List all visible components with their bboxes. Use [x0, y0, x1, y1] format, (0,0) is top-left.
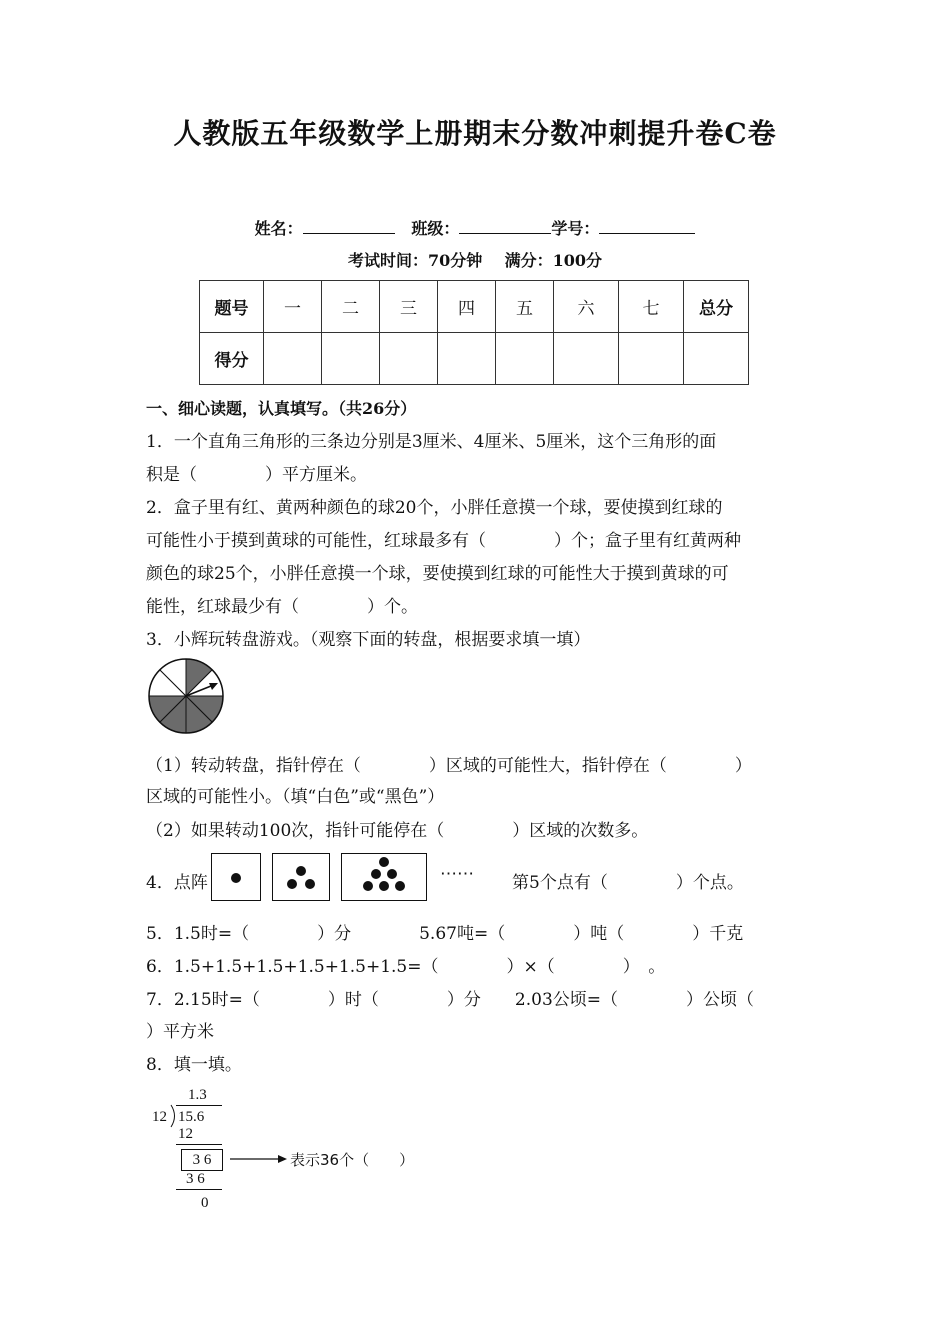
dot	[379, 881, 389, 891]
dot	[296, 866, 306, 876]
dot	[387, 869, 397, 879]
header-cell: 五	[496, 281, 554, 333]
score-cell[interactable]	[554, 333, 619, 385]
q3-sub1-line1: （1）转动转盘，指针停在（ ）区域的可能性大，指针停在（ ）	[146, 756, 752, 776]
division-bar	[176, 1105, 222, 1106]
page-title: 人教版五年级数学上册期末分数冲刺提升卷C卷	[173, 117, 777, 150]
q5: 5．1.5时=（ ）分 5.67吨=（ ）吨（ ）千克	[146, 924, 744, 944]
subtract-2: 3 6	[186, 1171, 205, 1187]
score-cell[interactable]	[496, 333, 554, 385]
q7-line1: 7．2.15时=（ ）时（ ）分 2.03公顷=（ ）公顷（	[146, 990, 755, 1010]
dot	[379, 857, 389, 867]
q7-line2: ）平方米	[146, 1022, 214, 1042]
arrow-icon	[230, 1153, 288, 1165]
header-cell: 题号	[200, 281, 264, 333]
q1-line1: 1．一个直角三角形的三条边分别是3厘米、4厘米、5厘米，这个三角形的面	[146, 432, 717, 452]
q2-line2: 可能性小于摸到黄球的可能性，红球最多有（ ）个；盒子里有红黄两种	[146, 531, 741, 551]
q2-line3: 颜色的球25个，小胖任意摸一个球，要使摸到红球的可能性大于摸到黄球的可	[146, 564, 729, 584]
full-score: 满分：100分	[504, 251, 602, 270]
name-blank[interactable]	[303, 219, 395, 234]
final-remainder: 0	[201, 1195, 209, 1211]
long-division-figure	[150, 1082, 430, 1217]
exam-time: 考试时间：70分钟	[348, 251, 483, 270]
score-cell[interactable]	[619, 333, 684, 385]
q3-sub2: （2）如果转动100次，指针可能停在（ ）区域的次数多。	[146, 821, 649, 841]
dot-array-1	[211, 853, 261, 901]
subtract-line-2	[176, 1189, 222, 1190]
q2-line4: 能性，红球最少有（ ）个。	[146, 597, 418, 617]
score-cell[interactable]	[322, 333, 380, 385]
header-cell: 六	[554, 281, 619, 333]
q4-ellipsis: ⋯⋯	[440, 864, 474, 884]
dot	[305, 879, 315, 889]
header-cell: 二	[322, 281, 380, 333]
q6: 6．1.5+1.5+1.5+1.5+1.5+1.5=（ ）×（ ） 。	[146, 957, 666, 977]
score-row-label: 得分	[200, 333, 264, 385]
score-table	[199, 280, 749, 385]
dividend: 15.6	[178, 1109, 205, 1125]
header-cell: 总分	[684, 281, 749, 333]
id-blank[interactable]	[599, 219, 695, 234]
exam-info-row	[0, 248, 950, 271]
dot-array-3	[341, 853, 427, 901]
header-cell: 四	[438, 281, 496, 333]
score-header-row	[200, 281, 749, 333]
division-bracket	[168, 1104, 178, 1128]
dot-array-2	[272, 853, 330, 901]
score-cell[interactable]	[264, 333, 322, 385]
q1-line2: 积是（ ）平方厘米。	[146, 465, 367, 485]
class-blank[interactable]	[459, 219, 551, 234]
dot	[363, 881, 373, 891]
score-cell[interactable]	[684, 333, 749, 385]
boxed-note: 表示36个（ ）	[290, 1151, 415, 1169]
score-cell[interactable]	[380, 333, 438, 385]
q3-line1: 3．小辉玩转盘游戏。（观察下面的转盘，根据要求填一填）	[146, 630, 591, 650]
name-label: 姓名：	[254, 219, 303, 238]
id-label: 学号：	[551, 219, 600, 238]
q8: 8．填一填。	[146, 1055, 242, 1075]
score-cell[interactable]	[438, 333, 496, 385]
boxed-remainder: 3 6	[181, 1149, 223, 1171]
divisor: 12	[152, 1109, 167, 1125]
dot	[231, 873, 241, 883]
subtract-1: 12	[178, 1126, 193, 1142]
score-value-row	[200, 333, 749, 385]
student-info-row	[0, 216, 950, 239]
q4-label: 4．点阵	[146, 873, 208, 893]
q2-line1: 2．盒子里有红、黄两种颜色的球20个，小胖任意摸一个球，要使摸到红球的	[146, 498, 723, 518]
dot	[395, 881, 405, 891]
header-cell: 一	[264, 281, 322, 333]
header-cell: 三	[380, 281, 438, 333]
q3-sub1-line2: 区域的可能性小。（填“白色”或“黑色”）	[146, 787, 445, 807]
quotient: 1.3	[188, 1087, 207, 1103]
subtract-line-1	[176, 1144, 222, 1145]
header-cell: 七	[619, 281, 684, 333]
section-heading: 一、细心读题，认真填写。（共26分）	[146, 399, 417, 418]
q4-text: 第5个点有（ ）个点。	[512, 873, 744, 893]
spinner-figure	[146, 656, 226, 736]
dot	[371, 869, 381, 879]
class-label: 班级：	[411, 219, 460, 238]
dot	[287, 879, 297, 889]
